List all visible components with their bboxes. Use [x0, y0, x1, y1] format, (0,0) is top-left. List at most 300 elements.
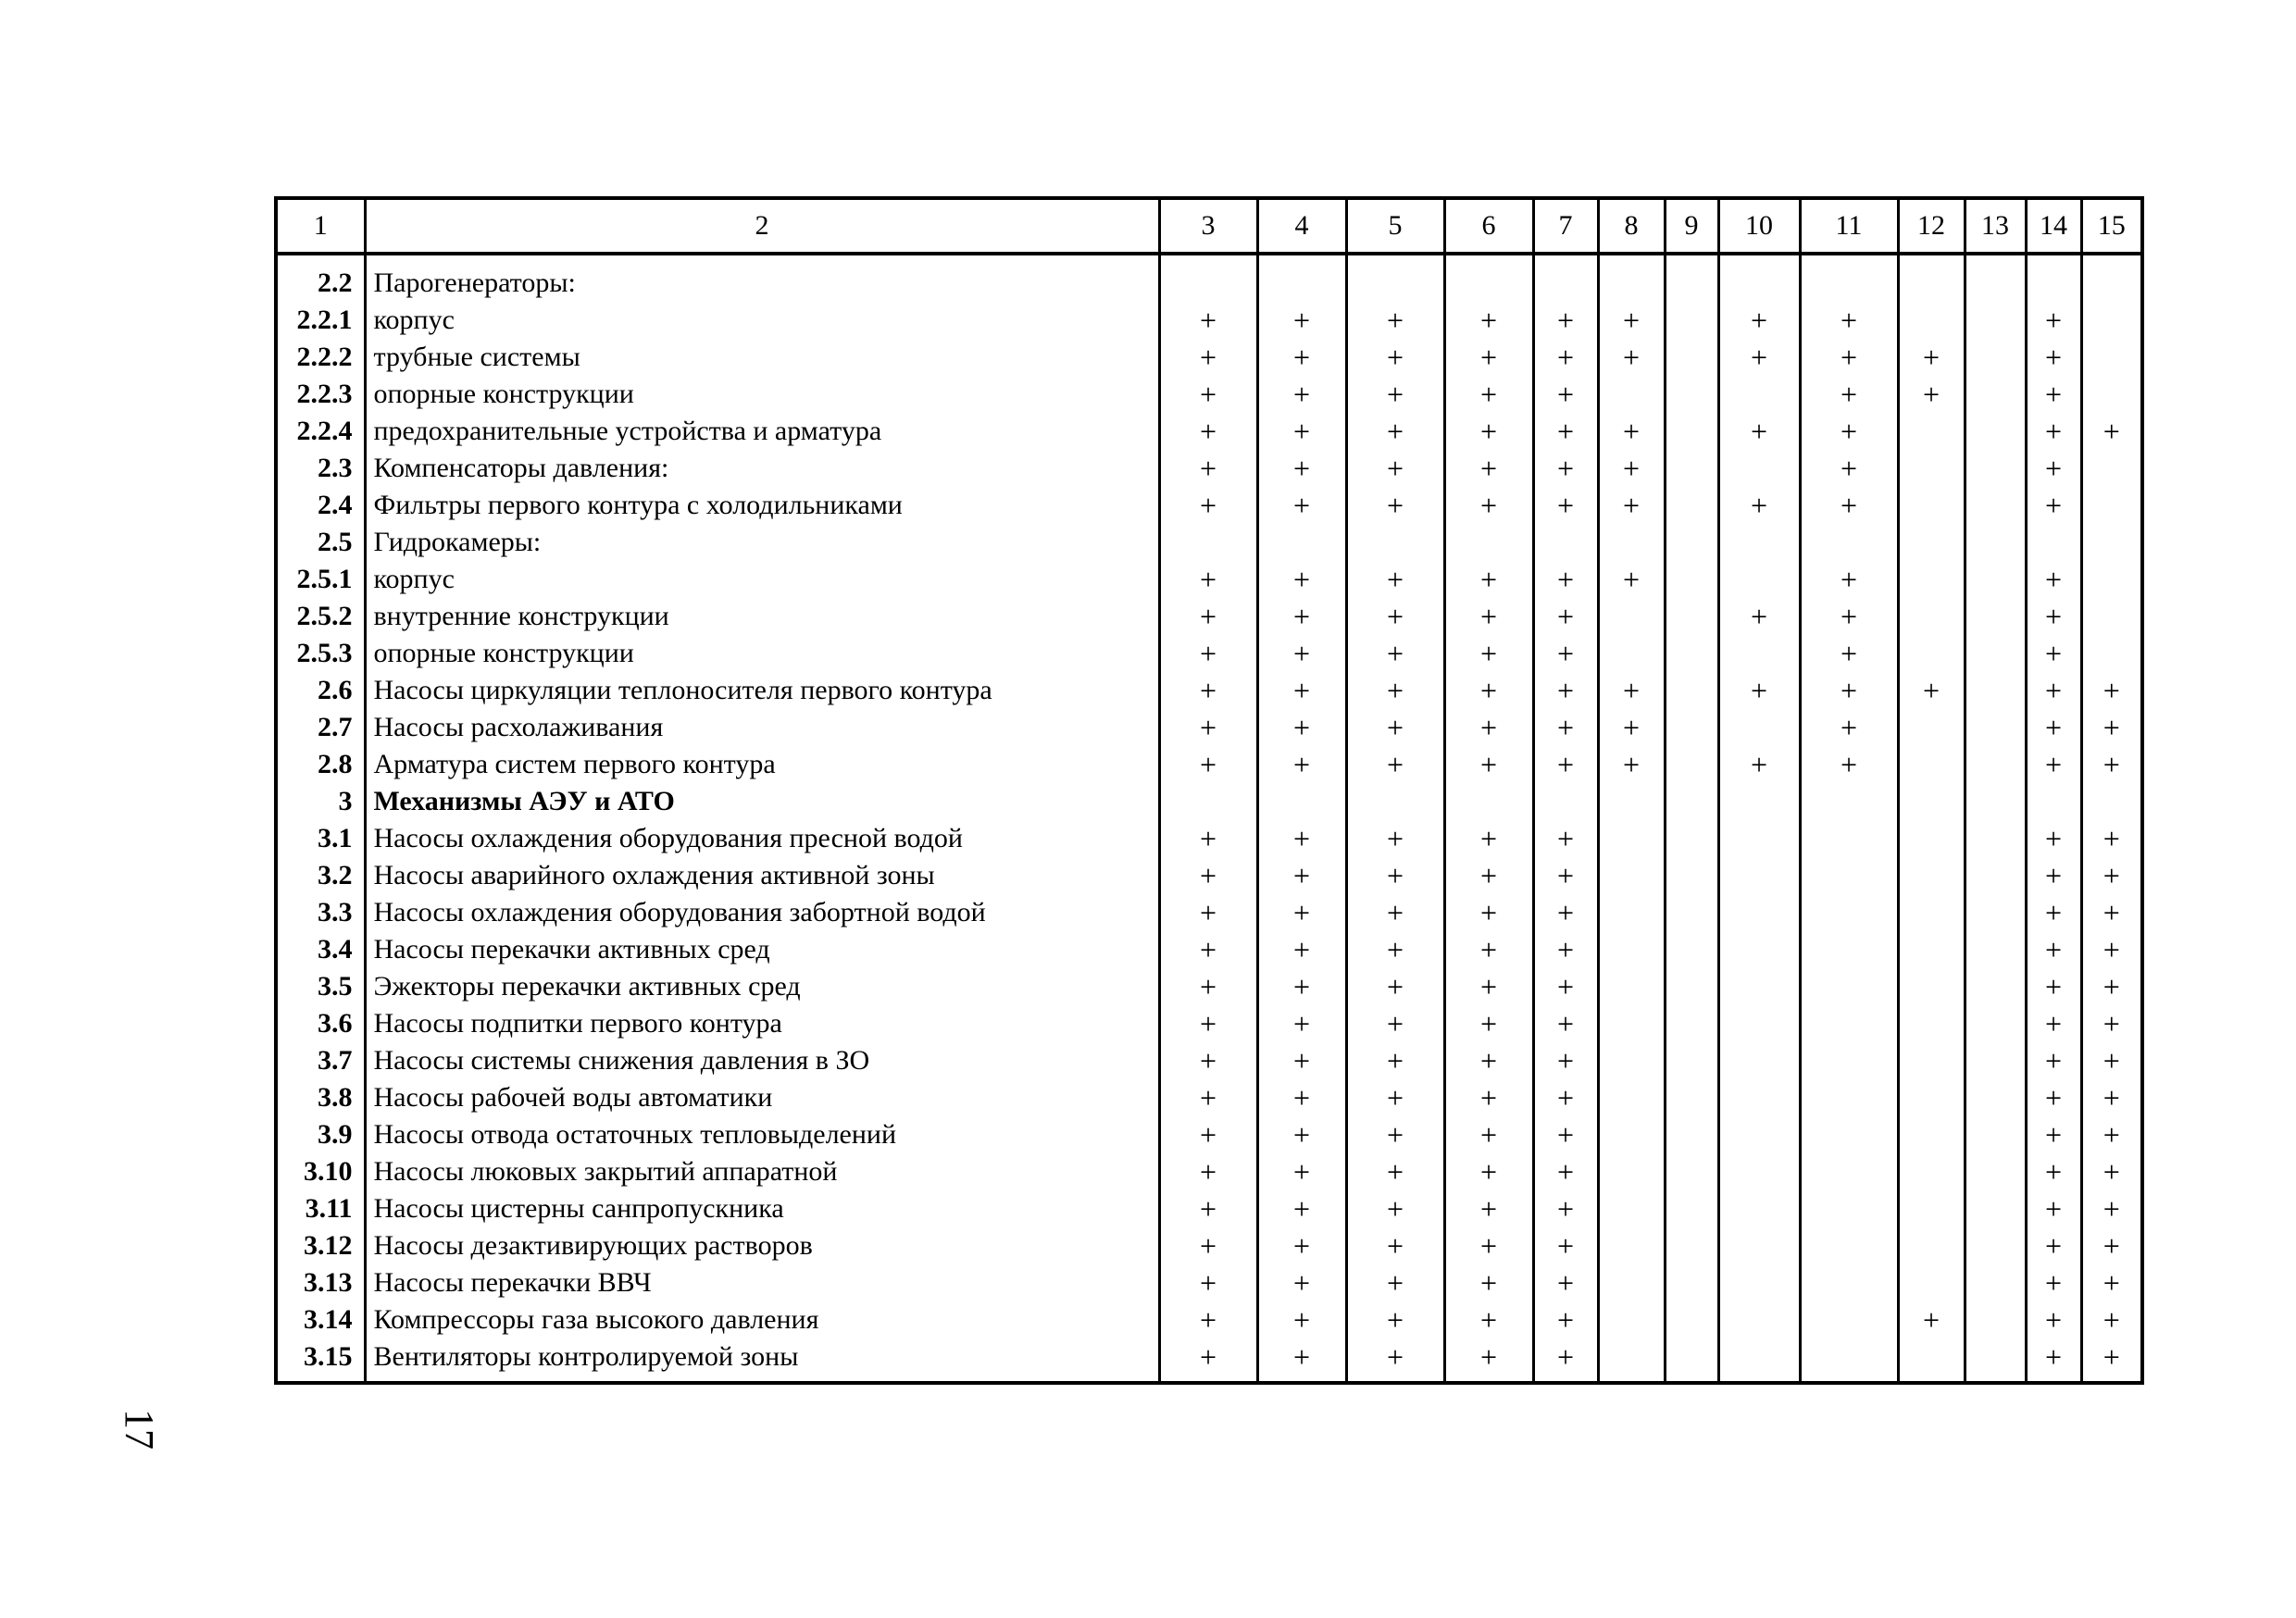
mark-cell-col-10 [1718, 783, 1800, 820]
mark-cell-col-13 [1965, 561, 2026, 598]
mark-cell-col-5 [1346, 1227, 1444, 1264]
mark-cell-col-7 [1533, 709, 1598, 746]
plus-mark: + [1292, 451, 1311, 485]
plus-mark: + [1386, 858, 1404, 892]
plus-mark: + [1292, 303, 1311, 337]
mark-cell-col-14 [2026, 1227, 2081, 1264]
plus-mark: + [1479, 932, 1498, 966]
plus-mark: + [1386, 1302, 1404, 1337]
mark-cell-col-13 [1965, 1338, 2026, 1383]
plus-mark: + [1556, 599, 1575, 633]
mark-cell-col-15 [2081, 302, 2142, 339]
mark-cell-col-13 [1965, 1005, 2026, 1042]
mark-cell-col-13 [1965, 450, 2026, 487]
plus-mark: + [1386, 340, 1404, 374]
mark-cell-col-6 [1444, 339, 1533, 376]
plus-mark: + [1622, 451, 1641, 485]
plus-mark: + [2103, 1228, 2120, 1263]
plus-mark: + [1840, 599, 1858, 633]
mark-cell-col-9 [1665, 783, 1718, 820]
plus-mark: + [1622, 747, 1641, 781]
mark-cell-col-12 [1898, 561, 1965, 598]
mark-cell-col-4 [1257, 820, 1346, 857]
plus-mark: + [1840, 747, 1858, 781]
row-name: опорные конструкции [365, 376, 1159, 413]
plus-mark: + [1922, 340, 1940, 374]
plus-mark: + [1386, 895, 1404, 929]
plus-mark: + [1750, 414, 1768, 448]
plus-mark: + [1199, 340, 1217, 374]
mark-cell-col-3 [1159, 1042, 1257, 1079]
mark-cell-col-15 [2081, 820, 2142, 857]
plus-mark: + [1199, 303, 1217, 337]
row-name: Насосы расхолаживания [365, 709, 1159, 746]
plus-mark: + [1840, 377, 1858, 411]
mark-cell-col-6 [1444, 524, 1533, 561]
mark-cell-col-7 [1533, 413, 1598, 450]
column-header-10: 10 [1718, 198, 1800, 254]
mark-cell-col-14 [2026, 450, 2081, 487]
mark-cell-col-7 [1533, 598, 1598, 635]
mark-cell-col-4 [1257, 857, 1346, 894]
mark-cell-col-11 [1800, 524, 1898, 561]
mark-cell-col-7 [1533, 931, 1598, 968]
mark-cell-col-12 [1898, 968, 1965, 1005]
mark-cell-col-9 [1665, 524, 1718, 561]
mark-cell-col-13 [1965, 931, 2026, 968]
mark-cell-col-3 [1159, 968, 1257, 1005]
row-number: 3.15 [276, 1338, 365, 1383]
plus-mark: + [1386, 1339, 1404, 1374]
row-number: 3 [276, 783, 365, 820]
mark-cell-col-3 [1159, 709, 1257, 746]
plus-mark: + [2044, 747, 2063, 781]
plus-mark: + [1292, 1006, 1311, 1040]
mark-cell-col-11 [1800, 1338, 1898, 1383]
plus-mark: + [1622, 710, 1641, 744]
plus-mark: + [1386, 562, 1404, 596]
mark-cell-col-3 [1159, 1338, 1257, 1383]
mark-cell-col-13 [1965, 672, 2026, 709]
plus-mark: + [1556, 1302, 1575, 1337]
plus-mark: + [2044, 1191, 2063, 1226]
table-row [276, 1116, 2142, 1153]
plus-mark: + [1479, 1043, 1498, 1077]
mark-cell-col-12 [1898, 709, 1965, 746]
row-name: Насосы люковых закрытий аппаратной [365, 1153, 1159, 1190]
mark-cell-col-14 [2026, 376, 2081, 413]
plus-mark: + [1386, 1154, 1404, 1189]
table-row [276, 746, 2142, 783]
mark-cell-col-8 [1598, 598, 1665, 635]
row-number: 2.3 [276, 450, 365, 487]
mark-cell-col-9 [1665, 672, 1718, 709]
mark-cell-col-3 [1159, 376, 1257, 413]
plus-mark: + [2044, 377, 2063, 411]
plus-mark: + [1292, 340, 1311, 374]
mark-cell-col-11 [1800, 709, 1898, 746]
mark-cell-col-8 [1598, 1005, 1665, 1042]
mark-cell-col-13 [1965, 1264, 2026, 1301]
plus-mark: + [1292, 414, 1311, 448]
mark-cell-col-5 [1346, 1190, 1444, 1227]
plus-mark: + [1199, 1117, 1217, 1151]
mark-cell-col-15 [2081, 1079, 2142, 1116]
plus-mark: + [1386, 1191, 1404, 1226]
plus-mark: + [1199, 1228, 1217, 1263]
mark-cell-col-14 [2026, 1301, 2081, 1338]
mark-cell-col-4 [1257, 1338, 1346, 1383]
mark-cell-col-4 [1257, 1116, 1346, 1153]
mark-cell-col-10 [1718, 254, 1800, 302]
plus-mark: + [1479, 747, 1498, 781]
plus-mark: + [1556, 895, 1575, 929]
mark-cell-col-5 [1346, 413, 1444, 450]
mark-cell-col-6 [1444, 1116, 1533, 1153]
row-number: 3.11 [276, 1190, 365, 1227]
mark-cell-col-10 [1718, 1338, 1800, 1383]
table-row [276, 450, 2142, 487]
page-number: 17 [117, 1409, 162, 1450]
plus-mark: + [1199, 1265, 1217, 1300]
mark-cell-col-7 [1533, 1079, 1598, 1116]
mark-cell-col-11 [1800, 1116, 1898, 1153]
mark-cell-col-5 [1346, 635, 1444, 672]
row-name: Компенсаторы давления: [365, 450, 1159, 487]
mark-cell-col-4 [1257, 413, 1346, 450]
mark-cell-col-13 [1965, 487, 2026, 524]
mark-cell-col-7 [1533, 1301, 1598, 1338]
mark-cell-col-15 [2081, 968, 2142, 1005]
mark-cell-col-12 [1898, 931, 1965, 968]
mark-cell-col-14 [2026, 339, 2081, 376]
mark-cell-col-3 [1159, 561, 1257, 598]
mark-cell-col-10 [1718, 820, 1800, 857]
row-name: Насосы аварийного охлаждения активной зоны [365, 857, 1159, 894]
mark-cell-col-11 [1800, 487, 1898, 524]
mark-cell-col-9 [1665, 487, 1718, 524]
mark-cell-col-4 [1257, 783, 1346, 820]
mark-cell-col-3 [1159, 487, 1257, 524]
plus-mark: + [1199, 377, 1217, 411]
mark-cell-col-15 [2081, 1042, 2142, 1079]
plus-mark: + [2103, 895, 2120, 929]
mark-cell-col-5 [1346, 783, 1444, 820]
mark-cell-col-7 [1533, 450, 1598, 487]
row-name: корпус [365, 561, 1159, 598]
mark-cell-col-10 [1718, 672, 1800, 709]
row-number: 3.7 [276, 1042, 365, 1079]
plus-mark: + [2044, 1006, 2063, 1040]
mark-cell-col-7 [1533, 1227, 1598, 1264]
mark-cell-col-4 [1257, 709, 1346, 746]
mark-cell-col-7 [1533, 1338, 1598, 1383]
mark-cell-col-6 [1444, 1301, 1533, 1338]
mark-cell-col-6 [1444, 302, 1533, 339]
mark-cell-col-12 [1898, 746, 1965, 783]
mark-cell-col-4 [1257, 376, 1346, 413]
mark-cell-col-9 [1665, 1079, 1718, 1116]
mark-cell-col-11 [1800, 302, 1898, 339]
mark-cell-col-6 [1444, 561, 1533, 598]
mark-cell-col-15 [2081, 1153, 2142, 1190]
plus-mark: + [2044, 488, 2063, 522]
mark-cell-col-12 [1898, 1005, 1965, 1042]
mark-cell-col-5 [1346, 1079, 1444, 1116]
mark-cell-col-10 [1718, 894, 1800, 931]
mark-cell-col-8 [1598, 1227, 1665, 1264]
mark-cell-col-10 [1718, 1264, 1800, 1301]
mark-cell-col-10 [1718, 857, 1800, 894]
row-number: 3.12 [276, 1227, 365, 1264]
mark-cell-col-9 [1665, 820, 1718, 857]
row-number: 2.8 [276, 746, 365, 783]
row-number: 2.2.4 [276, 413, 365, 450]
plus-mark: + [2103, 1043, 2120, 1077]
column-header-7: 7 [1533, 198, 1598, 254]
mark-cell-col-10 [1718, 931, 1800, 968]
plus-mark: + [1556, 932, 1575, 966]
table-row [276, 820, 2142, 857]
mark-cell-col-9 [1665, 1301, 1718, 1338]
mark-cell-col-12 [1898, 1338, 1965, 1383]
mark-cell-col-15 [2081, 1264, 2142, 1301]
mark-cell-col-7 [1533, 254, 1598, 302]
mark-cell-col-9 [1665, 254, 1718, 302]
mark-cell-col-4 [1257, 339, 1346, 376]
column-header-1: 1 [276, 198, 365, 254]
row-number: 3.1 [276, 820, 365, 857]
mark-cell-col-14 [2026, 672, 2081, 709]
mark-cell-col-13 [1965, 1227, 2026, 1264]
table-row [276, 857, 2142, 894]
mark-cell-col-15 [2081, 561, 2142, 598]
plus-mark: + [1750, 673, 1768, 707]
mark-cell-col-9 [1665, 413, 1718, 450]
mark-cell-col-6 [1444, 968, 1533, 1005]
mark-cell-col-13 [1965, 339, 2026, 376]
mark-cell-col-9 [1665, 376, 1718, 413]
plus-mark: + [1840, 710, 1858, 744]
mark-cell-col-14 [2026, 783, 2081, 820]
plus-mark: + [1479, 303, 1498, 337]
mark-cell-col-11 [1800, 1190, 1898, 1227]
plus-mark: + [2103, 1339, 2120, 1374]
mark-cell-col-7 [1533, 635, 1598, 672]
mark-cell-col-3 [1159, 339, 1257, 376]
plus-mark: + [2044, 673, 2063, 707]
column-header-8: 8 [1598, 198, 1665, 254]
row-name: предохранительные устройства и арматура [365, 413, 1159, 450]
plus-mark: + [1386, 1265, 1404, 1300]
mark-cell-col-15 [2081, 450, 2142, 487]
mark-cell-col-12 [1898, 820, 1965, 857]
mark-cell-col-15 [2081, 339, 2142, 376]
table-row [276, 931, 2142, 968]
mark-cell-col-14 [2026, 1153, 2081, 1190]
plus-mark: + [1479, 821, 1498, 855]
mark-cell-col-3 [1159, 450, 1257, 487]
mark-cell-col-12 [1898, 1264, 1965, 1301]
plus-mark: + [1622, 340, 1641, 374]
mark-cell-col-6 [1444, 1338, 1533, 1383]
plus-mark: + [1292, 488, 1311, 522]
mark-cell-col-14 [2026, 857, 2081, 894]
mark-cell-col-15 [2081, 376, 2142, 413]
mark-cell-col-11 [1800, 1042, 1898, 1079]
plus-mark: + [1840, 340, 1858, 374]
row-name: Насосы цистерны санпропускника [365, 1190, 1159, 1227]
mark-cell-col-9 [1665, 598, 1718, 635]
plus-mark: + [1840, 562, 1858, 596]
table-row [276, 968, 2142, 1005]
plus-mark: + [1556, 1080, 1575, 1114]
table-row [276, 635, 2142, 672]
mark-cell-col-15 [2081, 1338, 2142, 1383]
mark-cell-col-11 [1800, 598, 1898, 635]
plus-mark: + [1479, 488, 1498, 522]
mark-cell-col-6 [1444, 254, 1533, 302]
row-number: 3.13 [276, 1264, 365, 1301]
row-name: Насосы рабочей воды автоматики [365, 1079, 1159, 1116]
plus-mark: + [1750, 303, 1768, 337]
plus-mark: + [1479, 377, 1498, 411]
plus-mark: + [1922, 377, 1940, 411]
row-number: 3.3 [276, 894, 365, 931]
mark-cell-col-9 [1665, 709, 1718, 746]
plus-mark: + [1556, 1043, 1575, 1077]
mark-cell-col-5 [1346, 339, 1444, 376]
mark-cell-col-4 [1257, 635, 1346, 672]
mark-cell-col-6 [1444, 376, 1533, 413]
plus-mark: + [1479, 451, 1498, 485]
plus-mark: + [1292, 747, 1311, 781]
plus-mark: + [1199, 969, 1217, 1003]
mark-cell-col-7 [1533, 894, 1598, 931]
plus-mark: + [1556, 710, 1575, 744]
mark-cell-col-5 [1346, 746, 1444, 783]
mark-cell-col-8 [1598, 931, 1665, 968]
mark-cell-col-10 [1718, 302, 1800, 339]
mark-cell-col-15 [2081, 1301, 2142, 1338]
mark-cell-col-8 [1598, 254, 1665, 302]
mark-cell-col-7 [1533, 1042, 1598, 1079]
plus-mark: + [1199, 710, 1217, 744]
row-name: Арматура систем первого контура [365, 746, 1159, 783]
plus-mark: + [1292, 895, 1311, 929]
mark-cell-col-13 [1965, 746, 2026, 783]
column-header-6: 6 [1444, 198, 1533, 254]
mark-cell-col-8 [1598, 635, 1665, 672]
row-number: 2.5.3 [276, 635, 365, 672]
mark-cell-col-10 [1718, 524, 1800, 561]
mark-cell-col-8 [1598, 1338, 1665, 1383]
mark-cell-col-11 [1800, 968, 1898, 1005]
row-name: Вентиляторы контролируемой зоны [365, 1338, 1159, 1383]
plus-mark: + [1292, 377, 1311, 411]
plus-mark: + [1750, 747, 1768, 781]
mark-cell-col-10 [1718, 487, 1800, 524]
mark-cell-col-14 [2026, 820, 2081, 857]
plus-mark: + [1479, 414, 1498, 448]
plus-mark: + [1386, 1228, 1404, 1263]
plus-mark: + [1556, 747, 1575, 781]
mark-cell-col-6 [1444, 672, 1533, 709]
plus-mark: + [1386, 969, 1404, 1003]
mark-cell-col-7 [1533, 1153, 1598, 1190]
mark-cell-col-12 [1898, 376, 1965, 413]
mark-cell-col-14 [2026, 894, 2081, 931]
mark-cell-col-6 [1444, 1264, 1533, 1301]
mark-cell-col-10 [1718, 1227, 1800, 1264]
mark-cell-col-6 [1444, 1153, 1533, 1190]
mark-cell-col-11 [1800, 254, 1898, 302]
mark-cell-col-3 [1159, 635, 1257, 672]
plus-mark: + [2044, 340, 2063, 374]
plus-mark: + [1479, 562, 1498, 596]
plus-mark: + [2103, 1302, 2120, 1337]
mark-cell-col-10 [1718, 1116, 1800, 1153]
mark-cell-col-7 [1533, 1264, 1598, 1301]
row-number: 2.2.1 [276, 302, 365, 339]
plus-mark: + [2044, 821, 2063, 855]
plus-mark: + [1199, 488, 1217, 522]
column-header-9: 9 [1665, 198, 1718, 254]
mark-cell-col-4 [1257, 598, 1346, 635]
mark-cell-col-12 [1898, 857, 1965, 894]
mark-cell-col-6 [1444, 1079, 1533, 1116]
mark-cell-col-8 [1598, 1301, 1665, 1338]
mark-cell-col-6 [1444, 1005, 1533, 1042]
mark-cell-col-11 [1800, 1227, 1898, 1264]
row-name: Насосы дезактивирующих растворов [365, 1227, 1159, 1264]
mark-cell-col-12 [1898, 1116, 1965, 1153]
mark-cell-col-9 [1665, 746, 1718, 783]
plus-mark: + [2044, 562, 2063, 596]
column-header-2: 2 [365, 198, 1159, 254]
mark-cell-col-12 [1898, 524, 1965, 561]
mark-cell-col-13 [1965, 783, 2026, 820]
mark-cell-col-3 [1159, 598, 1257, 635]
mark-cell-col-15 [2081, 254, 2142, 302]
plus-mark: + [2044, 895, 2063, 929]
row-number: 3.5 [276, 968, 365, 1005]
plus-mark: + [1840, 488, 1858, 522]
mark-cell-col-14 [2026, 561, 2081, 598]
mark-cell-col-4 [1257, 672, 1346, 709]
mark-cell-col-14 [2026, 524, 2081, 561]
plus-mark: + [2103, 821, 2120, 855]
mark-cell-col-10 [1718, 1301, 1800, 1338]
mark-cell-col-14 [2026, 598, 2081, 635]
mark-cell-col-4 [1257, 1264, 1346, 1301]
plus-mark: + [1386, 710, 1404, 744]
plus-mark: + [1479, 1006, 1498, 1040]
mark-cell-col-7 [1533, 1005, 1598, 1042]
plus-mark: + [1556, 488, 1575, 522]
table-row [276, 561, 2142, 598]
row-number: 2.4 [276, 487, 365, 524]
mark-cell-col-9 [1665, 1190, 1718, 1227]
plus-mark: + [1750, 599, 1768, 633]
mark-cell-col-9 [1665, 1116, 1718, 1153]
mark-cell-col-3 [1159, 302, 1257, 339]
mark-cell-col-8 [1598, 302, 1665, 339]
plus-mark: + [1292, 1154, 1311, 1189]
mark-cell-col-12 [1898, 339, 1965, 376]
mark-cell-col-9 [1665, 302, 1718, 339]
row-number: 2.5 [276, 524, 365, 561]
